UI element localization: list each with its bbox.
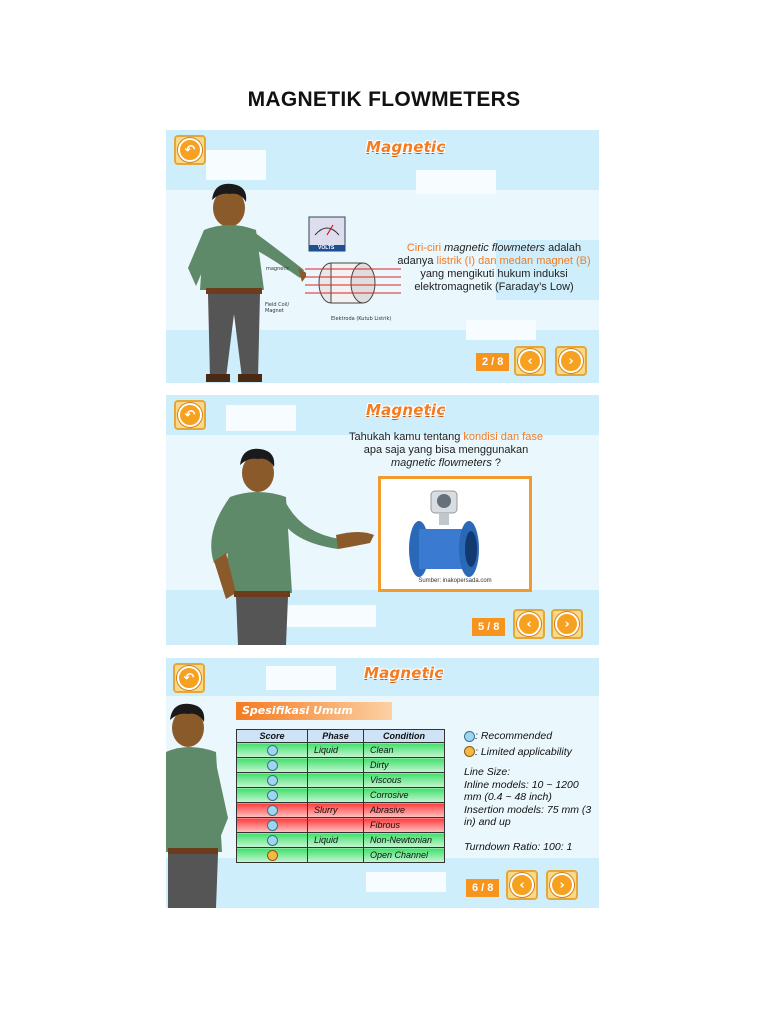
spec-table bbox=[236, 729, 445, 863]
phase-cell bbox=[308, 818, 364, 833]
magnetic-logo: Magnetic bbox=[364, 664, 444, 682]
limited-icon bbox=[464, 746, 475, 757]
score-cell bbox=[237, 788, 308, 803]
table-row bbox=[237, 773, 445, 788]
table-row bbox=[237, 818, 445, 833]
prev-arrow-icon: ‹ bbox=[510, 873, 534, 897]
table-row bbox=[237, 833, 445, 848]
limited-icon bbox=[267, 850, 278, 861]
prev-button[interactable] bbox=[514, 346, 546, 376]
spec-banner: Spesifikasi Umum bbox=[236, 702, 392, 720]
slide-2 bbox=[166, 395, 599, 645]
next-arrow-icon: › bbox=[559, 349, 583, 373]
score-cell bbox=[237, 803, 308, 818]
recommended-icon bbox=[267, 835, 278, 846]
back-button[interactable] bbox=[174, 135, 206, 165]
document-title: MAGNETIK FLOWMETERS bbox=[247, 88, 521, 111]
magnetic-logo: Magnetic bbox=[366, 138, 446, 156]
back-button[interactable] bbox=[173, 663, 205, 693]
table-row bbox=[237, 788, 445, 803]
slide-2-text: Tahukah kamu tentang kondisi dan fase apa saja yang bisa menggunakan magnetic flowmeters ? bbox=[349, 431, 543, 469]
condition-cell: Clean bbox=[364, 743, 445, 758]
inline-models: Inline models: 10 ~ 1200 mm (0.4 ~ 48 inch) bbox=[464, 778, 579, 803]
phase-cell: Liquid bbox=[308, 833, 364, 848]
score-cell bbox=[237, 758, 308, 773]
label-electrode: Elektroda (Kutub Listrik) bbox=[331, 316, 392, 322]
prev-arrow-icon: ‹ bbox=[517, 612, 541, 636]
condition-cell: Abrasive bbox=[364, 803, 445, 818]
score-cell bbox=[237, 818, 308, 833]
condition-cell: Dirty bbox=[364, 758, 445, 773]
turndown-ratio: Turndown Ratio: 100: 1 bbox=[464, 840, 573, 853]
spec-notes bbox=[464, 730, 599, 853]
prev-button[interactable] bbox=[513, 609, 545, 639]
recommended-icon bbox=[267, 760, 278, 771]
legend-recommended: : Recommended bbox=[464, 730, 599, 743]
back-arrow-icon: ↶ bbox=[178, 138, 202, 162]
table-row bbox=[237, 743, 445, 758]
flowmeter-photo bbox=[381, 479, 529, 579]
score-cell bbox=[237, 743, 308, 758]
legend-limited: : Limited applicability bbox=[464, 746, 599, 759]
phase-cell bbox=[308, 773, 364, 788]
condition-cell: Corrosive bbox=[364, 788, 445, 803]
phase-cell: Liquid bbox=[308, 743, 364, 758]
recommended-icon bbox=[464, 731, 475, 742]
phase-cell bbox=[308, 788, 364, 803]
table-header-row bbox=[237, 730, 445, 743]
condition-cell: Non-Newtonian bbox=[364, 833, 445, 848]
score-cell bbox=[237, 833, 308, 848]
next-arrow-icon: › bbox=[555, 612, 579, 636]
label-magnetic: magnetic bbox=[266, 266, 290, 272]
condition-cell: Viscous bbox=[364, 773, 445, 788]
meter-label: VOLTS bbox=[318, 245, 335, 251]
phase-cell: Slurry bbox=[308, 803, 364, 818]
next-arrow-icon: › bbox=[550, 873, 574, 897]
slide-1-text: Ciri-ciri magnetic flowmeters adalah adanya listrik (I) dan medan magnet (B) yang mengikuti hukum induksi elektromagnetik (Faraday’s Low) bbox=[397, 242, 591, 293]
recommended-icon bbox=[267, 820, 278, 831]
recommended-icon bbox=[267, 745, 278, 756]
condition-cell: Open Channel bbox=[364, 848, 445, 863]
photo-caption: Sumber: inakopersada.com bbox=[418, 578, 492, 584]
condition-cell: Fibrous bbox=[364, 818, 445, 833]
page-indicator: 6 / 8 bbox=[466, 879, 499, 897]
table-row bbox=[237, 758, 445, 773]
next-button[interactable] bbox=[546, 870, 578, 900]
spec-table-body bbox=[237, 743, 445, 863]
table-row bbox=[237, 803, 445, 818]
slide-3 bbox=[166, 658, 599, 908]
phase-cell bbox=[308, 758, 364, 773]
label-field-coil: Field Coil/ Magnet bbox=[265, 302, 290, 314]
recommended-icon bbox=[267, 790, 278, 801]
line-size-title: Line Size: bbox=[464, 766, 511, 778]
back-arrow-icon: ↶ bbox=[178, 403, 202, 427]
character-illustration bbox=[200, 443, 380, 645]
page-indicator: 5 / 8 bbox=[472, 618, 505, 636]
next-button[interactable] bbox=[555, 346, 587, 376]
prev-arrow-icon: ‹ bbox=[518, 349, 542, 373]
next-button[interactable] bbox=[551, 609, 583, 639]
phase-cell bbox=[308, 848, 364, 863]
character-illustration bbox=[166, 698, 232, 908]
page-indicator: 2 / 8 bbox=[476, 353, 509, 371]
header-condition: Condition bbox=[364, 730, 445, 743]
score-cell bbox=[237, 848, 308, 863]
back-arrow-icon: ↶ bbox=[177, 666, 201, 690]
prev-button[interactable] bbox=[506, 870, 538, 900]
flowmeter-photo-frame bbox=[378, 476, 532, 592]
magnetic-logo: Magnetic bbox=[366, 401, 446, 419]
insertion-models: Insertion models: 75 mm (3 in) and up bbox=[464, 803, 592, 828]
recommended-icon bbox=[267, 775, 278, 786]
header-score: Score bbox=[237, 730, 308, 743]
table-row bbox=[237, 848, 445, 863]
slide-1 bbox=[166, 130, 599, 383]
header-phase: Phase bbox=[308, 730, 364, 743]
recommended-icon bbox=[267, 805, 278, 816]
back-button[interactable] bbox=[174, 400, 206, 430]
score-cell bbox=[237, 773, 308, 788]
